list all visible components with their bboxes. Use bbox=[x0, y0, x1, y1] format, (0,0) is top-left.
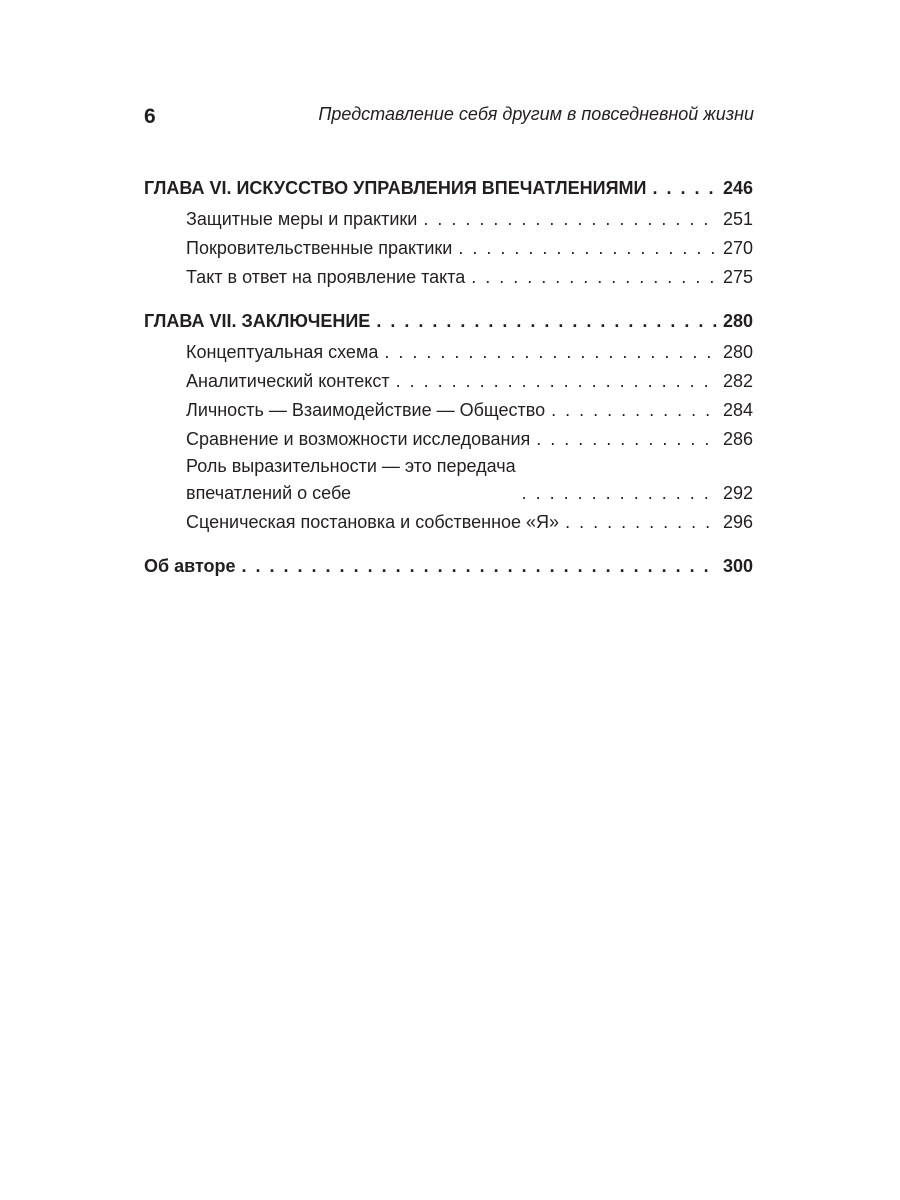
entry-title-line2: впечатлений о себе bbox=[186, 483, 352, 503]
entry-page: 280 bbox=[722, 342, 753, 362]
table-of-contents bbox=[144, 174, 753, 596]
about-author-title: Об авторе bbox=[144, 556, 236, 576]
entry-page: 270 bbox=[722, 238, 753, 258]
entry-page: 251 bbox=[722, 209, 753, 229]
page-number: 6 bbox=[144, 105, 156, 128]
toc-about-author[interactable] bbox=[144, 552, 753, 581]
entry-page: 275 bbox=[722, 267, 753, 287]
toc-entry[interactable] bbox=[186, 396, 753, 425]
toc-chapter-block bbox=[144, 307, 753, 537]
entry-page: 282 bbox=[722, 371, 753, 391]
chapter-page: 280 bbox=[722, 311, 753, 331]
toc-chapter-7[interactable] bbox=[144, 307, 753, 336]
chapter-page: 246 bbox=[722, 178, 753, 198]
dot-leader bbox=[536, 425, 717, 454]
toc-entry[interactable] bbox=[186, 234, 753, 263]
dot-leader bbox=[551, 396, 717, 425]
entry-title: Личность — Взаимодействие — Общество bbox=[186, 400, 546, 420]
entry-title: Аналитический контекст bbox=[186, 371, 390, 391]
entry-page: 296 bbox=[722, 512, 753, 532]
entry-page: 286 bbox=[722, 429, 753, 449]
running-head: Представление себя другим в повседневной жизни bbox=[318, 104, 754, 124]
toc-entry[interactable] bbox=[186, 205, 753, 234]
entry-title: Покровительственные практики bbox=[186, 238, 453, 258]
toc-chapter-block bbox=[144, 174, 753, 292]
dot-leader bbox=[242, 552, 717, 581]
toc-chapter-6[interactable] bbox=[144, 174, 753, 203]
dot-leader bbox=[458, 234, 717, 263]
chapter-title: ГЛАВА VI. ИСКУССТВО УПРАВЛЕНИЯ ВПЕЧАТЛЕНИЯМИ bbox=[144, 178, 647, 198]
entry-title: Такт в ответ на проявление такта bbox=[186, 267, 466, 287]
dot-leader bbox=[471, 263, 717, 292]
dot-leader bbox=[376, 307, 717, 336]
about-author-page: 300 bbox=[722, 556, 753, 576]
entry-title-wrap bbox=[186, 454, 516, 508]
toc-entry[interactable] bbox=[186, 508, 753, 537]
dot-leader bbox=[423, 205, 717, 234]
dot-leader bbox=[652, 174, 716, 203]
entry-page: 284 bbox=[722, 400, 753, 420]
entry-title-line1: Роль выразительности — это передача bbox=[186, 456, 516, 476]
toc-entry[interactable] bbox=[186, 425, 753, 454]
entry-title: Защитные меры и практики bbox=[186, 209, 418, 229]
toc-entry[interactable] bbox=[186, 338, 753, 367]
dot-leader bbox=[396, 367, 717, 396]
entry-title: Концептуальная схема bbox=[186, 342, 379, 362]
entry-title: Сравнение и возможности исследования bbox=[186, 429, 531, 449]
entry-title: Сценическая постановка и собственное «Я» bbox=[186, 512, 560, 532]
entry-page: 292 bbox=[722, 483, 753, 503]
dot-leader bbox=[522, 479, 717, 508]
chapter-title: ГЛАВА VII. ЗАКЛЮЧЕНИЕ bbox=[144, 311, 371, 331]
toc-entry[interactable] bbox=[186, 263, 753, 292]
dot-leader bbox=[565, 508, 717, 537]
toc-entry[interactable] bbox=[186, 367, 753, 396]
toc-entry[interactable] bbox=[186, 454, 753, 508]
dot-leader bbox=[384, 338, 717, 367]
toc-about-block bbox=[144, 552, 753, 581]
